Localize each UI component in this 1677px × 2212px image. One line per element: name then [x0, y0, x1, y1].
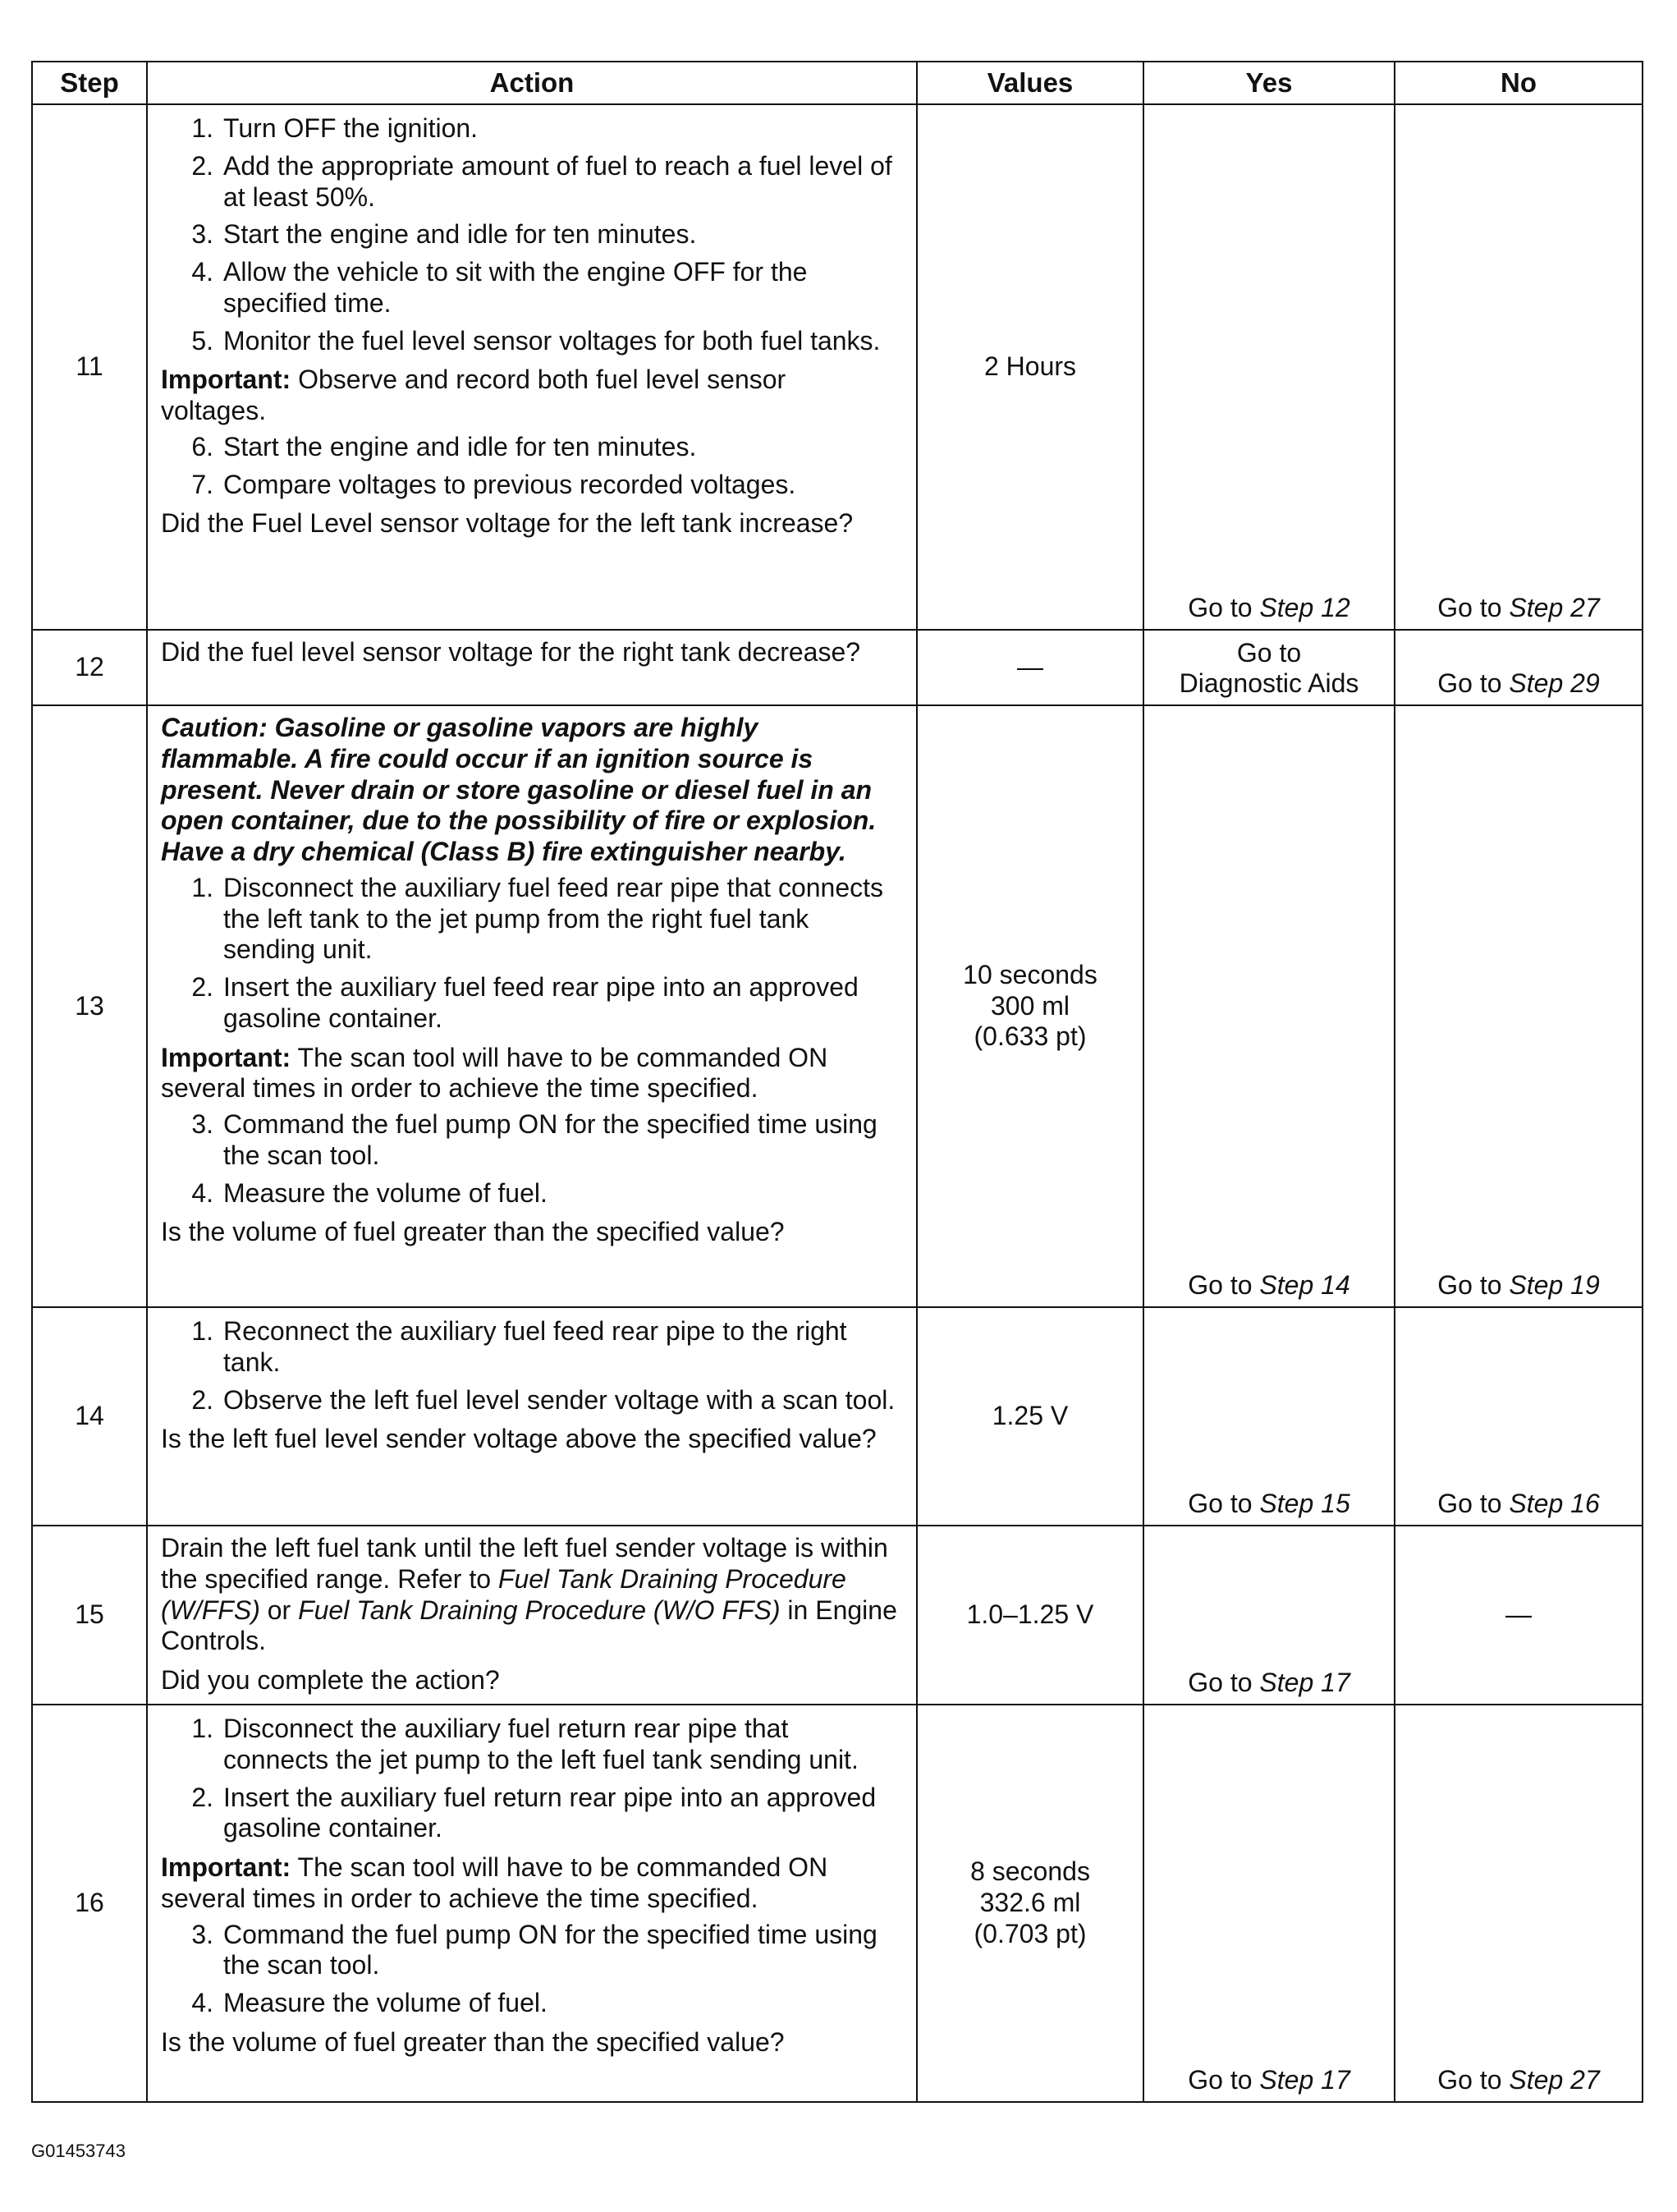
no-cell: Go to Step 19 [1395, 705, 1643, 1307]
action-question: Is the volume of fuel greater than the specified value? [161, 2026, 785, 2057]
step-link[interactable]: Step 14 [1259, 1270, 1350, 1301]
list-item: 3. Command the fuel pump ON for the specified time using the scan tool. [191, 1109, 877, 1170]
step-number: 11 [32, 104, 147, 630]
value-cell: — [917, 630, 1143, 705]
procedure-link[interactable]: Fuel Tank Draining Procedure (W/O FFS) [298, 1595, 781, 1625]
header-values: Values [917, 62, 1143, 104]
yes-cell: Go to Diagnostic Aids [1143, 630, 1395, 705]
header-step: Step [32, 62, 147, 104]
value-cell: 1.0–1.25 V [917, 1526, 1143, 1705]
table-row-step-13 [32, 705, 1643, 1307]
diagnostic-aids-link[interactable]: Diagnostic Aids [1179, 668, 1359, 699]
value-cell: 10 seconds 300 ml (0.633 pt) [917, 705, 1143, 1307]
no-cell: Go to Step 27 [1395, 104, 1643, 630]
value-cell: 8 seconds 332.6 ml (0.703 pt) [917, 1705, 1143, 2102]
action-question: Did the Fuel Level sensor voltage for the left tank increase? [161, 508, 854, 539]
action-question: Is the left fuel level sender voltage above the specified value? [161, 1424, 877, 1454]
action-steps-list [161, 1316, 898, 1416]
action-cell [147, 705, 917, 1307]
header-yes: Yes [1143, 62, 1395, 104]
list-item: 3. Start the engine and idle for ten minutes. [191, 219, 697, 250]
yes-cell: Go to Step 14 [1143, 705, 1395, 1307]
step-link[interactable]: Step 19 [1509, 1270, 1600, 1301]
action-steps-list [161, 113, 898, 356]
step-link[interactable]: Step 27 [1509, 2065, 1600, 2095]
list-item: 4. Measure the volume of fuel. [191, 1177, 548, 1208]
action-question: Did the fuel level sensor voltage for the right tank decrease? [161, 637, 861, 667]
action-question: Is the volume of fuel greater than the specified value? [161, 1217, 785, 1247]
header-no: No [1395, 62, 1643, 104]
action-cell [147, 1526, 917, 1705]
procedure-link[interactable]: Fuel Tank Draining Procedure (W/FFS) [161, 1563, 846, 1625]
step-link[interactable]: Step 27 [1509, 593, 1600, 623]
important-note: Important: The scan tool will have to be commanded ON several times in order to achieve the time specified. [161, 1042, 828, 1104]
step-link[interactable]: Step 16 [1509, 1489, 1600, 1519]
caution-note: Caution: Gasoline or gasoline vapors are highly flammable. A fire could occur if an ignition source is present. Never drain or store gasoline or diesel fuel in an open container, due to the possibility of fire or explosion. Have a dry chemical (Class B) fire extinguisher nearby. [161, 713, 877, 866]
yes-cell: Go to Step 17 [1143, 1526, 1395, 1705]
list-item: 2. Insert the auxiliary fuel return rear pipe into an approved gasoline container. [191, 1782, 877, 1843]
table-header-row [32, 62, 1643, 104]
action-steps-list [161, 1920, 898, 2019]
no-cell: Go to Step 29 [1395, 630, 1643, 705]
step-link[interactable]: Step 17 [1259, 2065, 1350, 2095]
table-row-step-14 [32, 1307, 1643, 1526]
no-cell: Go to Step 16 [1395, 1307, 1643, 1526]
figure-code: G01453743 [31, 2141, 126, 2161]
step-link[interactable]: Step 17 [1259, 1668, 1350, 1698]
list-item: 1. Disconnect the auxiliary fuel feed rear pipe that connects the left tank to the jet pump from the right fuel tank sending unit. [191, 872, 884, 965]
header-action: Action [147, 62, 917, 104]
no-cell: — [1395, 1526, 1643, 1705]
list-item: 1. Disconnect the auxiliary fuel return rear pipe that connects the jet pump to the left fuel tank sending unit. [191, 1714, 859, 1774]
list-item: 3. Command the fuel pump ON for the specified time using the scan tool. [191, 1919, 877, 1980]
yes-cell: Go to Step 17 [1143, 1705, 1395, 2102]
step-number: 16 [32, 1705, 147, 2102]
table-row-step-11 [32, 104, 1643, 630]
list-item: 6. Start the engine and idle for ten minutes. [191, 431, 697, 461]
step-number: 12 [32, 630, 147, 705]
value-cell: 2 Hours [917, 104, 1143, 630]
step-number: 13 [32, 705, 147, 1307]
action-cell [147, 1307, 917, 1526]
step-link[interactable]: Step 29 [1509, 668, 1600, 699]
yes-cell: Go to Step 15 [1143, 1307, 1395, 1526]
action-instruction: Drain the left fuel tank until the left fuel sender voltage is within the specified range. Refer to Fuel Tank Draining Procedure (W/FFS) or Fuel Tank Draining Procedure (W/O FFS) in Engine Controls. [161, 1533, 897, 1656]
list-item: 1. Turn OFF the ignition. [191, 113, 479, 143]
action-cell [147, 630, 917, 705]
action-steps-list [161, 432, 898, 501]
list-item: 5. Monitor the fuel level sensor voltages for both fuel tanks. [191, 325, 881, 356]
yes-cell: Go to Step 12 [1143, 104, 1395, 630]
important-note: Important: The scan tool will have to be commanded ON several times in order to achieve the time specified. [161, 1852, 828, 1913]
list-item: 4. Measure the volume of fuel. [191, 1988, 548, 2017]
list-item: 2. Observe the left fuel level sender voltage with a scan tool. [191, 1384, 896, 1415]
table-row-step-15 [32, 1526, 1643, 1705]
value-cell: 1.25 V [917, 1307, 1143, 1526]
action-steps-list [161, 1714, 898, 1844]
list-item: 2. Add the appropriate amount of fuel to reach a fuel level of at least 50%. [191, 150, 892, 212]
list-item: 1. Reconnect the auxiliary fuel feed rear pipe to the right tank. [191, 1316, 847, 1377]
action-cell [147, 1705, 917, 2102]
step-number: 14 [32, 1307, 147, 1526]
step-link[interactable]: Step 15 [1259, 1489, 1350, 1519]
diagnostic-table [31, 61, 1643, 2103]
action-steps-list [161, 873, 898, 1035]
list-item: 7. Compare voltages to previous recorded voltages. [191, 469, 796, 499]
action-steps-list [161, 1109, 898, 1209]
step-number: 15 [32, 1526, 147, 1705]
no-cell: Go to Step 27 [1395, 1705, 1643, 2102]
step-link[interactable]: Step 12 [1259, 593, 1350, 623]
action-cell [147, 104, 917, 630]
table-row-step-16 [32, 1705, 1643, 2102]
list-item: 4. Allow the vehicle to sit with the engine OFF for the specified time. [191, 257, 808, 318]
important-note: Important: Observe and record both fuel level sensor voltages. [161, 365, 786, 425]
table-row-step-12 [32, 630, 1643, 705]
action-question: Did you complete the action? [161, 1665, 500, 1695]
list-item: 2. Insert the auxiliary fuel feed rear pipe into an approved gasoline container. [191, 972, 859, 1033]
